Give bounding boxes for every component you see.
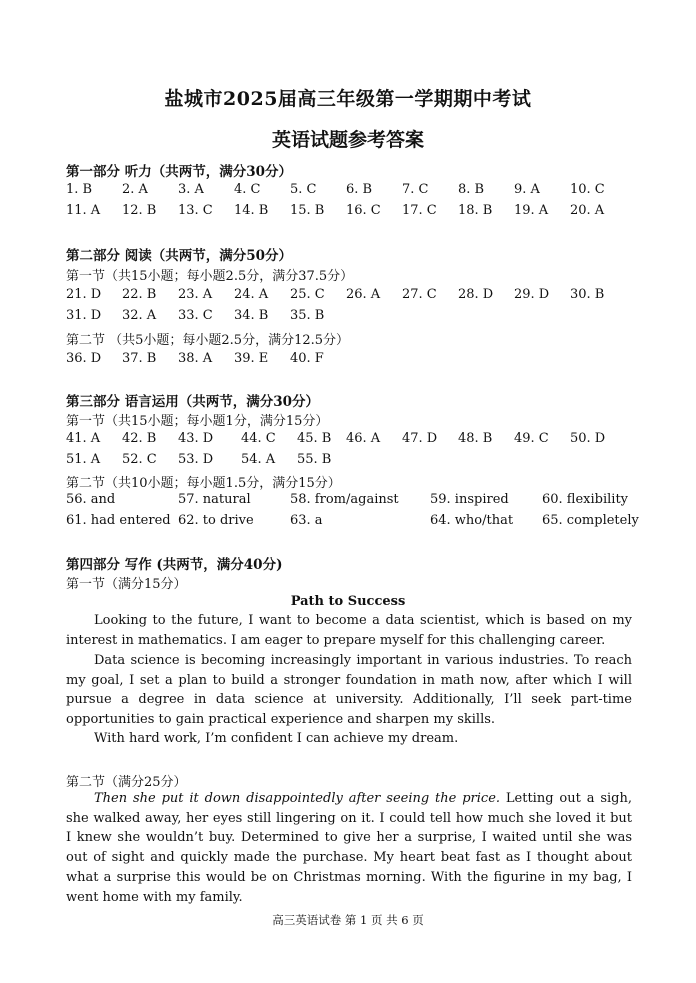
answer-cell: 24. A (234, 287, 269, 302)
answer-cell: 52. C (122, 452, 157, 467)
answer-cell: 17. C (402, 203, 437, 218)
answer-cell: 50. D (570, 431, 606, 446)
answer-cell: 53. D (178, 452, 214, 467)
answer-cell: 51. A (66, 452, 101, 467)
answer-cell: 36. D (66, 351, 102, 366)
part2-section1-note: 第一节（共15小题；每小题2.5分，满分37.5分） (66, 269, 354, 284)
part4-section2-note: 第二节（满分25分） (66, 775, 187, 790)
answer-cell: 28. D (458, 287, 494, 302)
answer-cell: 12. B (122, 203, 157, 218)
answer-cell: 1. B (66, 182, 93, 197)
part3-heading: 第三部分 语言运用（共两节，满分30分） (66, 394, 319, 410)
given-opening-sentence: Then she put it down disappointedly after seeing the price. (94, 791, 501, 806)
answer-cell: 63. a (290, 513, 323, 528)
answer-cell: 6. B (346, 182, 373, 197)
part3-section1-note: 第一节（共15小题；每小题1分，满分15分） (66, 414, 329, 429)
answer-cell: 20. A (570, 203, 605, 218)
answer-cell: 64. who/that (430, 513, 514, 528)
answer-cell: 4. C (234, 182, 261, 197)
answer-cell: 54. A (241, 452, 276, 467)
answer-cell: 3. A (178, 182, 204, 197)
continuation-paragraph (66, 789, 632, 907)
answer-cell: 55. B (297, 452, 332, 467)
answer-cell: 32. A (122, 308, 157, 323)
answer-cell: 31. D (66, 308, 102, 323)
part2-section2-note: 第二节 （共5小题；每小题2.5分，满分12.5分） (66, 333, 350, 348)
answer-cell: 8. B (458, 182, 485, 197)
part4-section1-note: 第一节（满分15分） (66, 577, 187, 592)
answer-cell: 39. E (234, 351, 269, 366)
answer-cell: 42. B (122, 431, 157, 446)
answer-cell: 22. B (122, 287, 157, 302)
essay-paragraph-2: Data science is becoming increasingly important in various industries. To reach my goal, I set a plan to build a stronger foundation in math now, after which I will pursue a degree in data science at university. Additionally, I’ll seek part-time opportunities to gain practical experience and sharpen my skills. (66, 653, 632, 728)
essay-paragraph-1: Looking to the future, I want to become a data scientist, which is based on my interest in mathematics. I am eager to prepare myself for this challenging career. (66, 613, 632, 648)
answer-cell: 35. B (290, 308, 325, 323)
answer-cell: 45. B (297, 431, 332, 446)
part2-heading: 第二部分 阅读（共两节，满分50分） (66, 248, 292, 264)
exam-title: 盐城市2025届高三年级第一学期期中考试 (164, 88, 532, 110)
answer-cell: 14. B (234, 203, 269, 218)
answer-cell: 48. B (458, 431, 493, 446)
answer-cell: 58. from/against (290, 492, 399, 507)
part3-section2-note: 第二节（共10小题；每小题1.5分，满分15分） (66, 476, 341, 491)
continuation-text: Letting out a sigh, she walked away, her eyes still lingering on it. I could tell how much she loved it but I knew she wouldn’t buy. Determined to give her a surprise, I waited until she was out of sight and quickly made the purchase. My heart beat fast as I thought about what a surprise this would be on Christmas morning. With the figurine in my bag, I went home with my family. (66, 791, 632, 905)
part4-heading: 第四部分 写作 (共两节，满分40分) (66, 557, 283, 573)
answer-cell: 10. C (570, 182, 605, 197)
answer-cell: 44. C (241, 431, 276, 446)
answer-cell: 19. A (514, 203, 549, 218)
answer-cell: 2. A (122, 182, 148, 197)
answer-cell: 41. A (66, 431, 101, 446)
essay-paragraph-3: With hard work, I’m confident I can achieve my dream. (94, 731, 459, 746)
answer-cell: 25. C (290, 287, 325, 302)
answer-cell: 27. C (402, 287, 437, 302)
answer-cell: 49. C (514, 431, 549, 446)
answer-cell: 57. natural (178, 492, 251, 507)
answer-cell: 47. D (402, 431, 438, 446)
answer-cell: 60. flexibility (542, 492, 629, 507)
answer-cell: 61. had entered (66, 513, 171, 528)
answer-cell: 40. F (290, 351, 324, 366)
answer-cell: 11. A (66, 203, 101, 218)
answer-cell: 13. C (178, 203, 213, 218)
answer-cell: 5. C (290, 182, 317, 197)
answer-cell: 56. and (66, 492, 116, 507)
answer-cell: 43. D (178, 431, 214, 446)
answer-cell: 29. D (514, 287, 550, 302)
answer-cell: 18. B (458, 203, 493, 218)
answer-cell: 59. inspired (430, 492, 509, 507)
answer-cell: 46. A (346, 431, 381, 446)
answer-cell: 33. C (178, 308, 213, 323)
essay-title: Path to Success (290, 594, 406, 609)
part1-heading: 第一部分 听力（共两节，满分30分） (66, 164, 292, 180)
answer-cell: 16. C (346, 203, 381, 218)
answer-cell: 23. A (178, 287, 213, 302)
answer-cell: 30. B (570, 287, 605, 302)
answer-key-title: 英语试题参考答案 (271, 129, 424, 151)
page-footer: 高三英语试卷 第 1 页 共 6 页 (272, 913, 424, 927)
answer-cell: 21. D (66, 287, 102, 302)
answer-cell: 9. A (514, 182, 540, 197)
answer-cell: 38. A (178, 351, 213, 366)
answer-cell: 65. completely (542, 513, 639, 528)
answer-cell: 7. C (402, 182, 429, 197)
answer-cell: 26. A (346, 287, 381, 302)
answer-cell: 37. B (122, 351, 157, 366)
answer-cell: 34. B (234, 308, 269, 323)
answer-cell: 62. to drive (178, 513, 254, 528)
answer-cell: 15. B (290, 203, 325, 218)
